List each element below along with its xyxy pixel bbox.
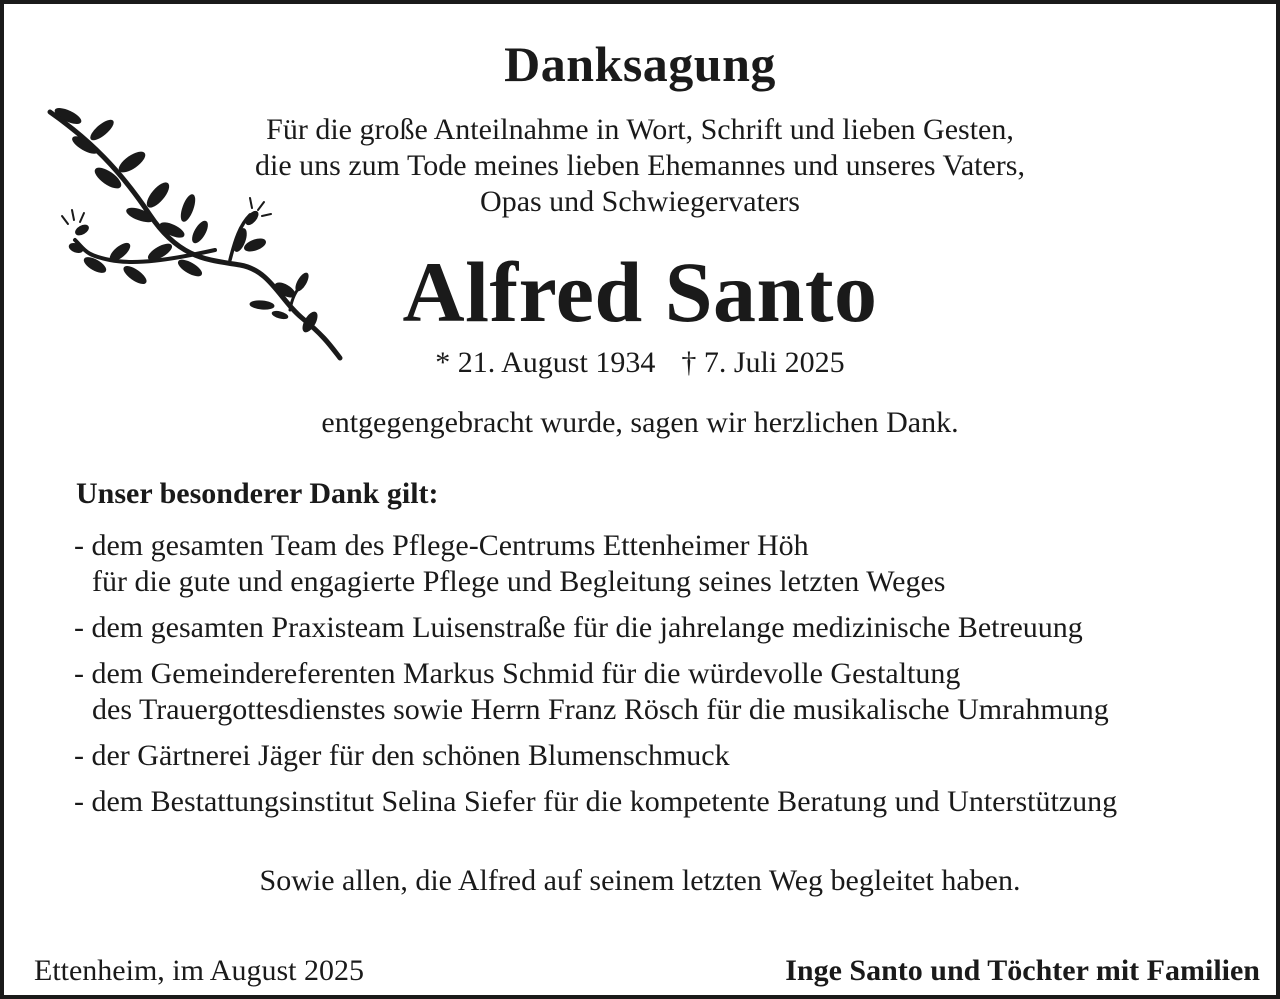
- intro-line: Für die große Anteilnahme in Wort, Schrift und lieben Gesten,: [266, 113, 1014, 146]
- list-item: [74, 610, 1264, 646]
- list-item: [74, 738, 1264, 774]
- intro-line: Opas und Schwiegervaters: [480, 185, 800, 218]
- list-item-line: für die gute und engagierte Pflege und Begleitung seines letzten Weges: [92, 565, 946, 598]
- list-item-line: - dem gesamten Praxisteam Luisenstraße für die jahrelange medizinische Betreuung: [74, 611, 1083, 644]
- special-thanks-heading: Unser besonderer Dank gilt:: [76, 477, 439, 510]
- list-item-line: des Trauergottesdienstes sowie Herrn Franz Rösch für die musikalische Umrahmung: [92, 693, 1109, 726]
- list-item-line: - der Gärtnerei Jäger für den schönen Blumenschmuck: [74, 739, 730, 772]
- list-item-line: - dem gesamten Team des Pflege-Centrums Ettenheimer Höh: [74, 529, 809, 562]
- death-date: † 7. Juli 2025: [681, 346, 845, 379]
- list-item: [74, 656, 1264, 728]
- list-item-line: - dem Gemeindereferenten Markus Schmid für die würdevolle Gestaltung: [74, 657, 961, 690]
- list-item: [74, 784, 1264, 820]
- birth-date: * 21. August 1934: [435, 346, 656, 379]
- life-dates: [4, 344, 1276, 382]
- thanks-list: [74, 528, 1264, 830]
- place-date: Ettenheim, im August 2025: [34, 954, 364, 987]
- list-item-line: - dem Bestattungsinstitut Selina Siefer für die kompetente Beratung und Unterstützung: [74, 785, 1118, 818]
- intro-text: [4, 112, 1276, 220]
- signature: Inge Santo und Töchter mit Familien: [785, 954, 1260, 987]
- intro-line: die uns zum Tode meines lieben Ehemannes und unseres Vaters,: [255, 149, 1025, 182]
- list-item: [74, 528, 1264, 600]
- closing-line: Sowie allen, die Alfred auf seinem letzten Weg begleitet haben.: [259, 864, 1021, 897]
- thanks-line: entgegengebracht wurde, sagen wir herzlichen Dank.: [321, 406, 959, 439]
- deceased-name: Alfred Santo: [402, 244, 878, 340]
- page-title: Danksagung: [504, 36, 776, 92]
